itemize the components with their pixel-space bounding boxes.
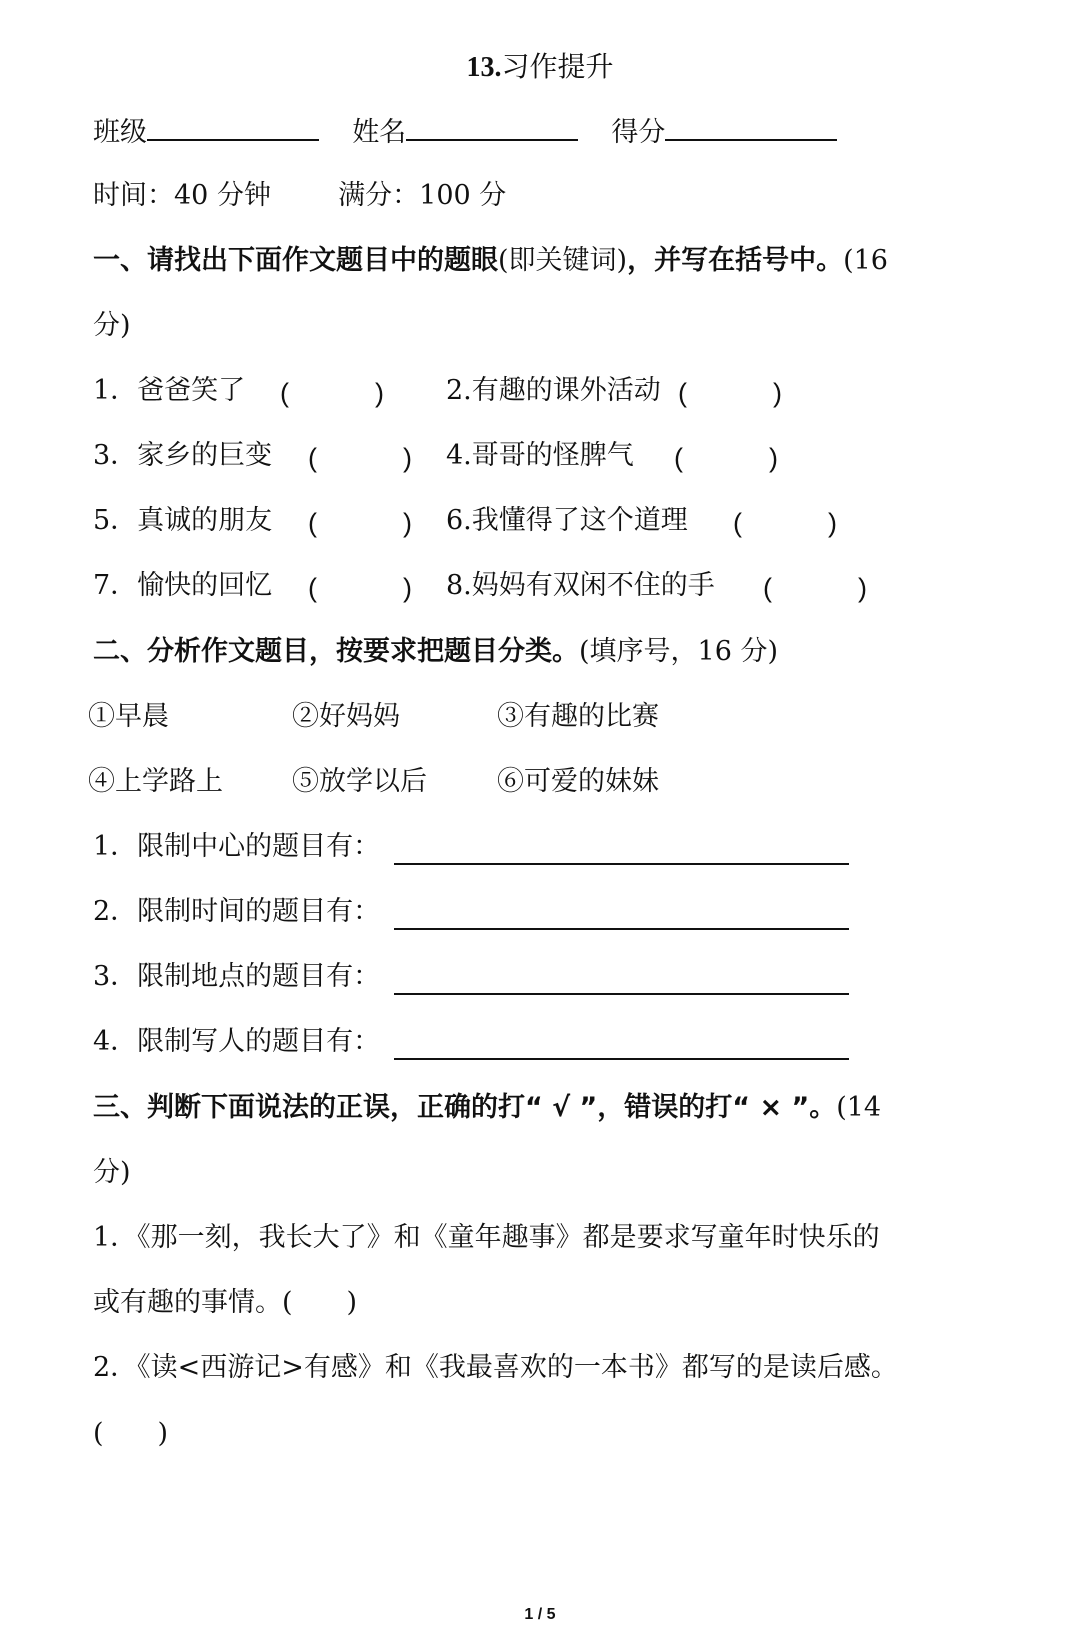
title-text: 习作提升 [501,50,614,83]
option-6: ⑥可爱的妹妹 [497,766,659,797]
time-info: 时间：40 分钟 [93,180,271,211]
section1-points-cont: 分) [93,310,131,341]
answer-paren-4[interactable]: ( ) [674,443,778,473]
answer-paren-1[interactable]: ( ) [280,378,384,408]
judge-question-2: 2．《读<西游记>有感》和《我最喜欢的一本书》都写的是读后感。 [93,1352,898,1383]
judge-question-1: 1．《那一刻，我长大了》和《童年趣事》都是要求写童年时快乐的 [93,1222,880,1253]
option-4: ④上学路上 [88,766,223,797]
list-item: 5．真诚的朋友 [93,505,273,536]
answer-line-1[interactable] [394,835,849,865]
score-blank[interactable] [665,113,837,141]
judge-question-1-cont: 或有趣的事情。( ) [93,1287,358,1318]
answer-paren-6[interactable]: ( ) [733,508,837,538]
section1-heading: 一、请找出下面作文题目中的题眼(即关键词)，并写在括号中。(16 [93,245,888,276]
list-item: 6.我懂得了这个道理 [446,505,688,536]
classify-question-1: 1．限制中心的题目有： [93,829,849,865]
full-score: 满分：100 分 [338,180,507,211]
option-1: ①早晨 [88,701,169,732]
section3-heading: 三、判断下面说法的正误，正确的打“ √ ”，错误的打“ × ”。(14 [93,1092,882,1123]
answer-paren-2[interactable]: ( ) [678,378,782,408]
header-fields [93,113,837,149]
list-item: 1．爸爸笑了 [93,375,246,406]
name-blank[interactable] [406,113,578,141]
option-3: ③有趣的比赛 [497,701,659,732]
page-number: 1 / 5 [524,1606,556,1623]
page-title [0,49,1080,86]
section1-points: (16 [843,245,888,276]
judge-answer-2[interactable]: ( ) [93,1418,169,1449]
option-5: ⑤放学以后 [292,766,427,797]
answer-line-2[interactable] [394,900,849,930]
name-label: 姓名 [352,117,407,148]
judge-answer-1[interactable]: ( ) [282,1287,358,1318]
classify-question-4: 4．限制写人的题目有： [93,1024,849,1060]
option-2: ②好妈妈 [292,701,400,732]
answer-paren-3[interactable]: ( ) [308,443,412,473]
class-label: 班级 [93,117,147,148]
class-blank[interactable] [147,113,319,141]
list-item: 8.妈妈有双闲不住的手 [446,570,715,601]
answer-line-4[interactable] [394,1030,849,1060]
section3-points-cont: 分) [93,1157,131,1188]
list-item: 4.哥哥的怪脾气 [446,440,634,471]
section1-hint: (即关键词) [498,245,628,276]
classify-question-3: 3．限制地点的题目有： [93,959,849,995]
list-item: 7．愉快的回忆 [93,570,273,601]
section3-points: (14 [836,1092,882,1123]
section2-note: (填序号，16 分) [579,636,779,667]
exam-info [93,178,506,214]
section2-heading: 二、分析作文题目，按要求把题目分类。(填序号，16 分) [93,636,779,667]
answer-paren-7[interactable]: ( ) [308,573,412,603]
title-number: 13. [466,52,502,83]
answer-paren-5[interactable]: ( ) [308,508,412,538]
answer-paren-8[interactable]: ( ) [763,573,867,603]
answer-line-3[interactable] [394,965,849,995]
list-item: 2.有趣的课外活动 [446,375,661,406]
classify-question-2: 2．限制时间的题目有： [93,894,849,930]
score-label: 得分 [611,117,666,148]
list-item: 3．家乡的巨变 [93,440,273,471]
